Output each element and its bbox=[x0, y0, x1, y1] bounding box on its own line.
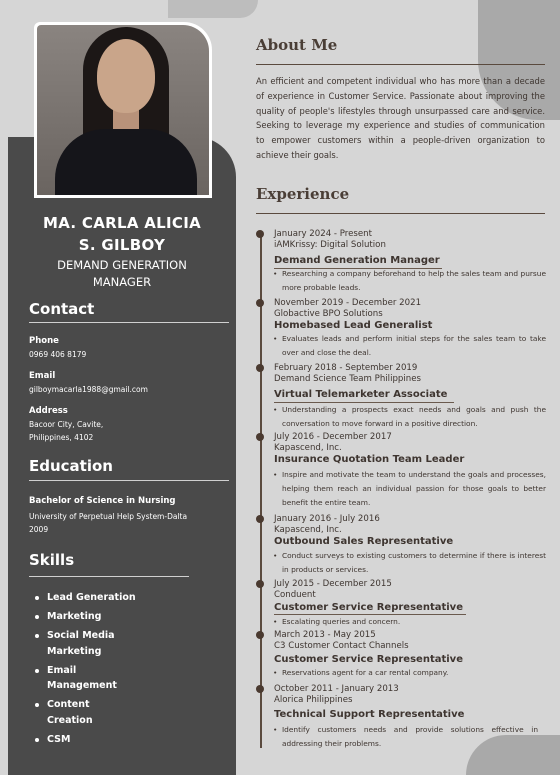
job-title: Virtual Telemarketer Associate bbox=[274, 389, 448, 400]
job-date: January 2024 - Present bbox=[274, 229, 372, 239]
job-company: Alorica Philippines bbox=[274, 695, 353, 705]
education-school: University of Perpetual Help System-Dalta 2009 bbox=[29, 512, 188, 534]
education-degree: Bachelor of Science in Nursing bbox=[29, 496, 176, 506]
skill-item: Marketing bbox=[34, 609, 144, 625]
job-description: • Conduct surveys to existing customers to determine if there is interest in products or services. bbox=[282, 549, 546, 577]
skill-item: Social Media Marketing bbox=[34, 628, 144, 659]
skills-divider bbox=[29, 576, 189, 577]
job-description: • Identify customers needs and provide solutions effective in addressing their problems. bbox=[282, 723, 538, 751]
skills-list bbox=[34, 590, 144, 751]
job-title: Insurance Quotation Team Leader bbox=[274, 454, 465, 465]
job-description: • Reservations agent for a car rental company. bbox=[282, 666, 546, 680]
experience-timeline bbox=[260, 232, 262, 748]
contact-heading: Contact bbox=[29, 300, 95, 318]
address-label: Address bbox=[29, 406, 68, 416]
job-company: Globactive BPO Solutions bbox=[274, 309, 383, 319]
about-divider bbox=[256, 64, 545, 65]
job-date: March 2013 - May 2015 bbox=[274, 630, 376, 640]
about-text: An efficient and competent individual who has more than a decade of experience in Customer Service. Passionate about improving the quality of people's lifestyles through unsurpassed care and service. Seeking to leverage my experience and studies of communication to empower customers within a people-driven organization to achieve their goals. bbox=[256, 76, 545, 160]
experience-heading: Experience bbox=[256, 185, 350, 203]
email-value: gilboymacarla1988@gmail.com bbox=[29, 385, 148, 394]
about-heading: About Me bbox=[256, 36, 338, 54]
skill-item: Lead Generation bbox=[34, 590, 144, 606]
job-date: July 2016 - December 2017 bbox=[274, 432, 392, 442]
timeline-dot bbox=[256, 364, 264, 372]
job-description: • Escalating queries and concern. bbox=[282, 615, 546, 629]
job-title: Technical Support Representative bbox=[274, 709, 465, 720]
job-title: Demand Generation Manager bbox=[274, 255, 440, 266]
email-label: Email bbox=[29, 371, 56, 381]
timeline-dot bbox=[256, 433, 264, 441]
job-title: Homebased Lead Generalist bbox=[274, 320, 433, 331]
job-description: • Understanding a prospects exact needs and goals and push the conversation to move forward in a positive direction. bbox=[282, 403, 546, 431]
job-company: iAMKrissy: Digital Solution bbox=[274, 240, 386, 250]
job-company: Conduent bbox=[274, 590, 316, 600]
timeline-dot bbox=[256, 515, 264, 523]
job-description: • Evaluates leads and perform initial steps for the sales team to take over and close the deal. bbox=[282, 332, 546, 360]
education-divider bbox=[29, 480, 229, 481]
skill-item: CSM bbox=[34, 732, 144, 748]
job-company: Kapascend, Inc. bbox=[274, 443, 342, 453]
job-date: November 2019 - December 2021 bbox=[274, 298, 422, 308]
job-title: Outbound Sales Representative bbox=[274, 536, 454, 547]
timeline-dot bbox=[256, 299, 264, 307]
timeline-dot bbox=[256, 580, 264, 588]
job-title: Customer Service Representative bbox=[274, 602, 463, 613]
skill-item: Email Management bbox=[34, 663, 144, 694]
job-company: C3 Customer Contact Channels bbox=[274, 641, 409, 651]
phone-label: Phone bbox=[29, 336, 59, 346]
phone-value: 0969 406 8179 bbox=[29, 350, 87, 359]
job-description: • Inspire and motivate the team to understand the goals and processes, helping them reach an individual passion for those goals to better benefit the entire team. bbox=[282, 468, 546, 509]
address-value: Bacoor City, Cavite, Philippines, 4102 bbox=[29, 420, 104, 442]
job-date: July 2015 - December 2015 bbox=[274, 579, 392, 589]
job-description: • Researching a company beforehand to help the sales team and pursue more probable leads. bbox=[282, 267, 546, 295]
timeline-dot bbox=[256, 631, 264, 639]
skill-item: Content Creation bbox=[34, 697, 144, 728]
experience-divider bbox=[256, 213, 545, 214]
profile-role: DEMAND GENERATION MANAGER bbox=[57, 258, 187, 289]
job-date: October 2011 - January 2013 bbox=[274, 684, 399, 694]
timeline-dot bbox=[256, 230, 264, 238]
education-heading: Education bbox=[29, 457, 113, 475]
job-company: Kapascend, Inc. bbox=[274, 525, 342, 535]
job-title: Customer Service Representative bbox=[274, 654, 463, 665]
job-date: January 2016 - July 2016 bbox=[274, 514, 380, 524]
job-company: Demand Science Team Philippines bbox=[274, 374, 421, 384]
skills-heading: Skills bbox=[29, 551, 75, 569]
timeline-dot bbox=[256, 685, 264, 693]
decorative-shape-top bbox=[168, 0, 258, 18]
job-date: February 2018 - September 2019 bbox=[274, 363, 418, 373]
profile-name: MA. CARLA ALICIA S. GILBOY bbox=[42, 214, 202, 254]
contact-divider bbox=[29, 322, 229, 323]
profile-photo bbox=[34, 22, 212, 198]
